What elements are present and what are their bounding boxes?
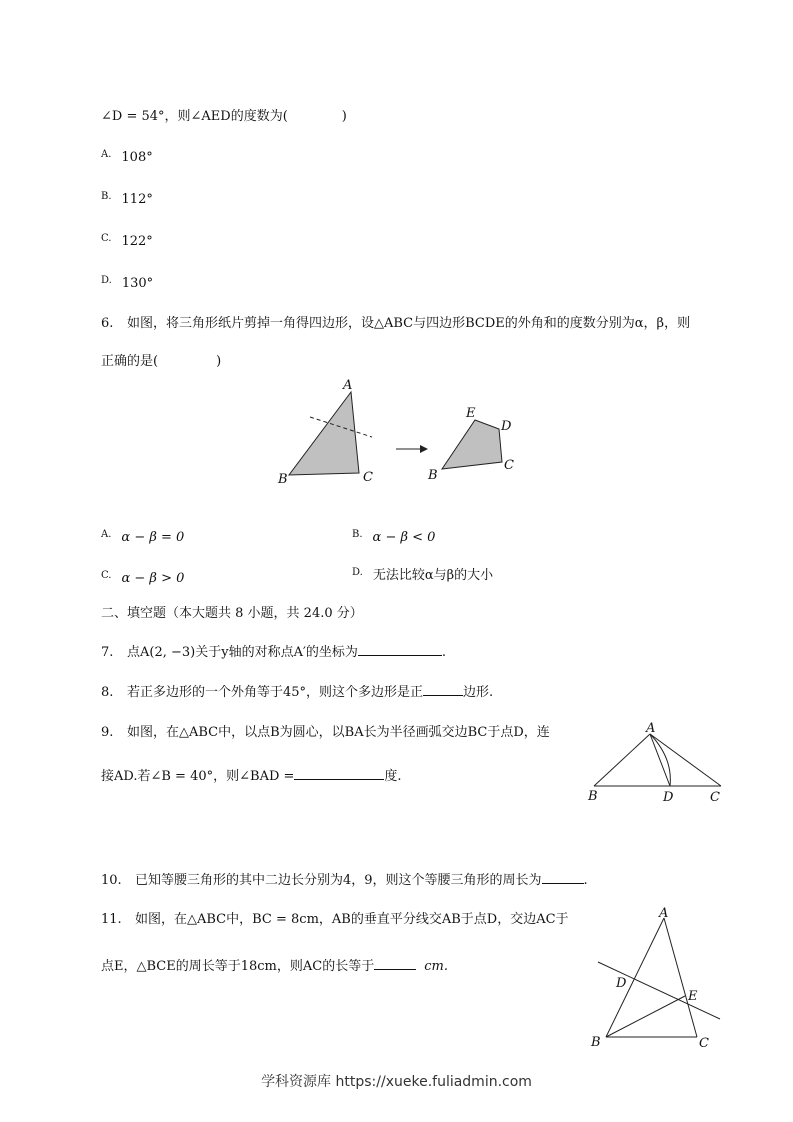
q11-label-b: B bbox=[591, 1035, 601, 1050]
q11-stem-line1: 11. 如图，在△ABC中，BC = 8cm，AB的垂直平分线交AB于点D，交边AC于 bbox=[101, 912, 569, 927]
q11-stem-line2: 点E，△BCE的周长等于18cm，则AC的长等于 cm. bbox=[101, 955, 448, 976]
q6-option-a[interactable]: $^{A.}$ α − β = 0 bbox=[101, 529, 185, 545]
q11-segment-be bbox=[606, 996, 685, 1037]
q6-option-b[interactable]: $^{B.}$ α − β < 0 bbox=[352, 529, 436, 545]
q10-answer-blank[interactable] bbox=[542, 869, 584, 884]
q5-option-d[interactable]: $^{D.}$ 130° bbox=[101, 275, 154, 291]
q9-side-ab bbox=[594, 734, 650, 786]
q9-stem-line1: 9. 如图，在△ABC中，以点B为圆心，以BA长为半径画弧交边BC于点D，连 bbox=[101, 725, 550, 740]
q9-label-a: A bbox=[646, 721, 656, 736]
q5-option-b[interactable]: $^{B.}$ 112° bbox=[101, 191, 153, 207]
q11-label-c: C bbox=[699, 1036, 709, 1051]
q9-side-ac bbox=[650, 734, 721, 786]
q7-stem: 7. 点A(2, −3)关于y轴的对称点A′的坐标为 . bbox=[101, 641, 446, 662]
q7-answer-blank[interactable] bbox=[358, 641, 442, 656]
q9-stem-line2: 接AD.若∠B = 40°，则∠BAD = 度. bbox=[101, 765, 402, 786]
q11-label-a: A bbox=[659, 906, 669, 921]
q11-side-ab bbox=[606, 918, 664, 1037]
q8-answer-blank[interactable] bbox=[423, 681, 463, 696]
q6-label-b: B bbox=[278, 472, 288, 487]
q6-stem-line2: 正确的是( ) bbox=[101, 354, 222, 369]
q10-stem: 10. 已知等腰三角形的其中二边长分别为4，9，则这个等腰三角形的周长为 . bbox=[101, 869, 588, 890]
q6-stem-line1: 6. 如图，将三角形纸片剪掉一角得四边形，设△ABC与四边形BCDE的外角和的度数分别为α，β，则 bbox=[101, 316, 691, 331]
q6-label-b2: B bbox=[428, 468, 438, 483]
q9-label-b: B bbox=[588, 789, 598, 804]
q6-option-c[interactable]: $^{C.}$ α − β > 0 bbox=[101, 570, 185, 586]
q6-quadrilateral-bcde bbox=[442, 420, 502, 469]
q11-label-d: D bbox=[616, 976, 627, 991]
q9-label-d: D bbox=[663, 790, 674, 805]
footer-watermark: 学科资源库 https://xueke.fuliadmin.com bbox=[261, 1074, 532, 1090]
q11-side-ac bbox=[664, 918, 697, 1037]
q9-answer-blank[interactable] bbox=[294, 765, 384, 780]
q6-option-d[interactable]: $^{D.}$ 无法比较α与β的大小 bbox=[352, 567, 494, 583]
q5-stem: ∠D = 54°，则∠AED的度数为( ) bbox=[101, 109, 347, 124]
q11-answer-blank[interactable] bbox=[374, 955, 416, 970]
q6-label-c: C bbox=[363, 470, 373, 485]
q5-option-c[interactable]: $^{C.}$ 122° bbox=[101, 233, 153, 249]
q6-triangle-abc bbox=[289, 392, 359, 475]
q6-label-c2: C bbox=[504, 458, 514, 473]
q6-label-d: D bbox=[501, 419, 512, 434]
q6-label-e: E bbox=[466, 406, 476, 421]
q8-stem: 8. 若正多边形的一个外角等于45°，则这个多边形是正 边形. bbox=[101, 681, 493, 702]
q6-label-a: A bbox=[343, 378, 353, 393]
q6-figure bbox=[270, 372, 530, 492]
section2-title: 二、填空题（本大题共 8 小题，共 24.0 分） bbox=[101, 606, 363, 621]
q9-figure bbox=[580, 720, 730, 810]
q6-arrow-head-icon bbox=[420, 445, 428, 453]
q11-label-e: E bbox=[688, 989, 698, 1004]
q11-figure bbox=[588, 904, 728, 1054]
q5-option-a[interactable]: $^{A.}$ 108° bbox=[101, 149, 153, 165]
q9-label-c: C bbox=[710, 790, 720, 805]
